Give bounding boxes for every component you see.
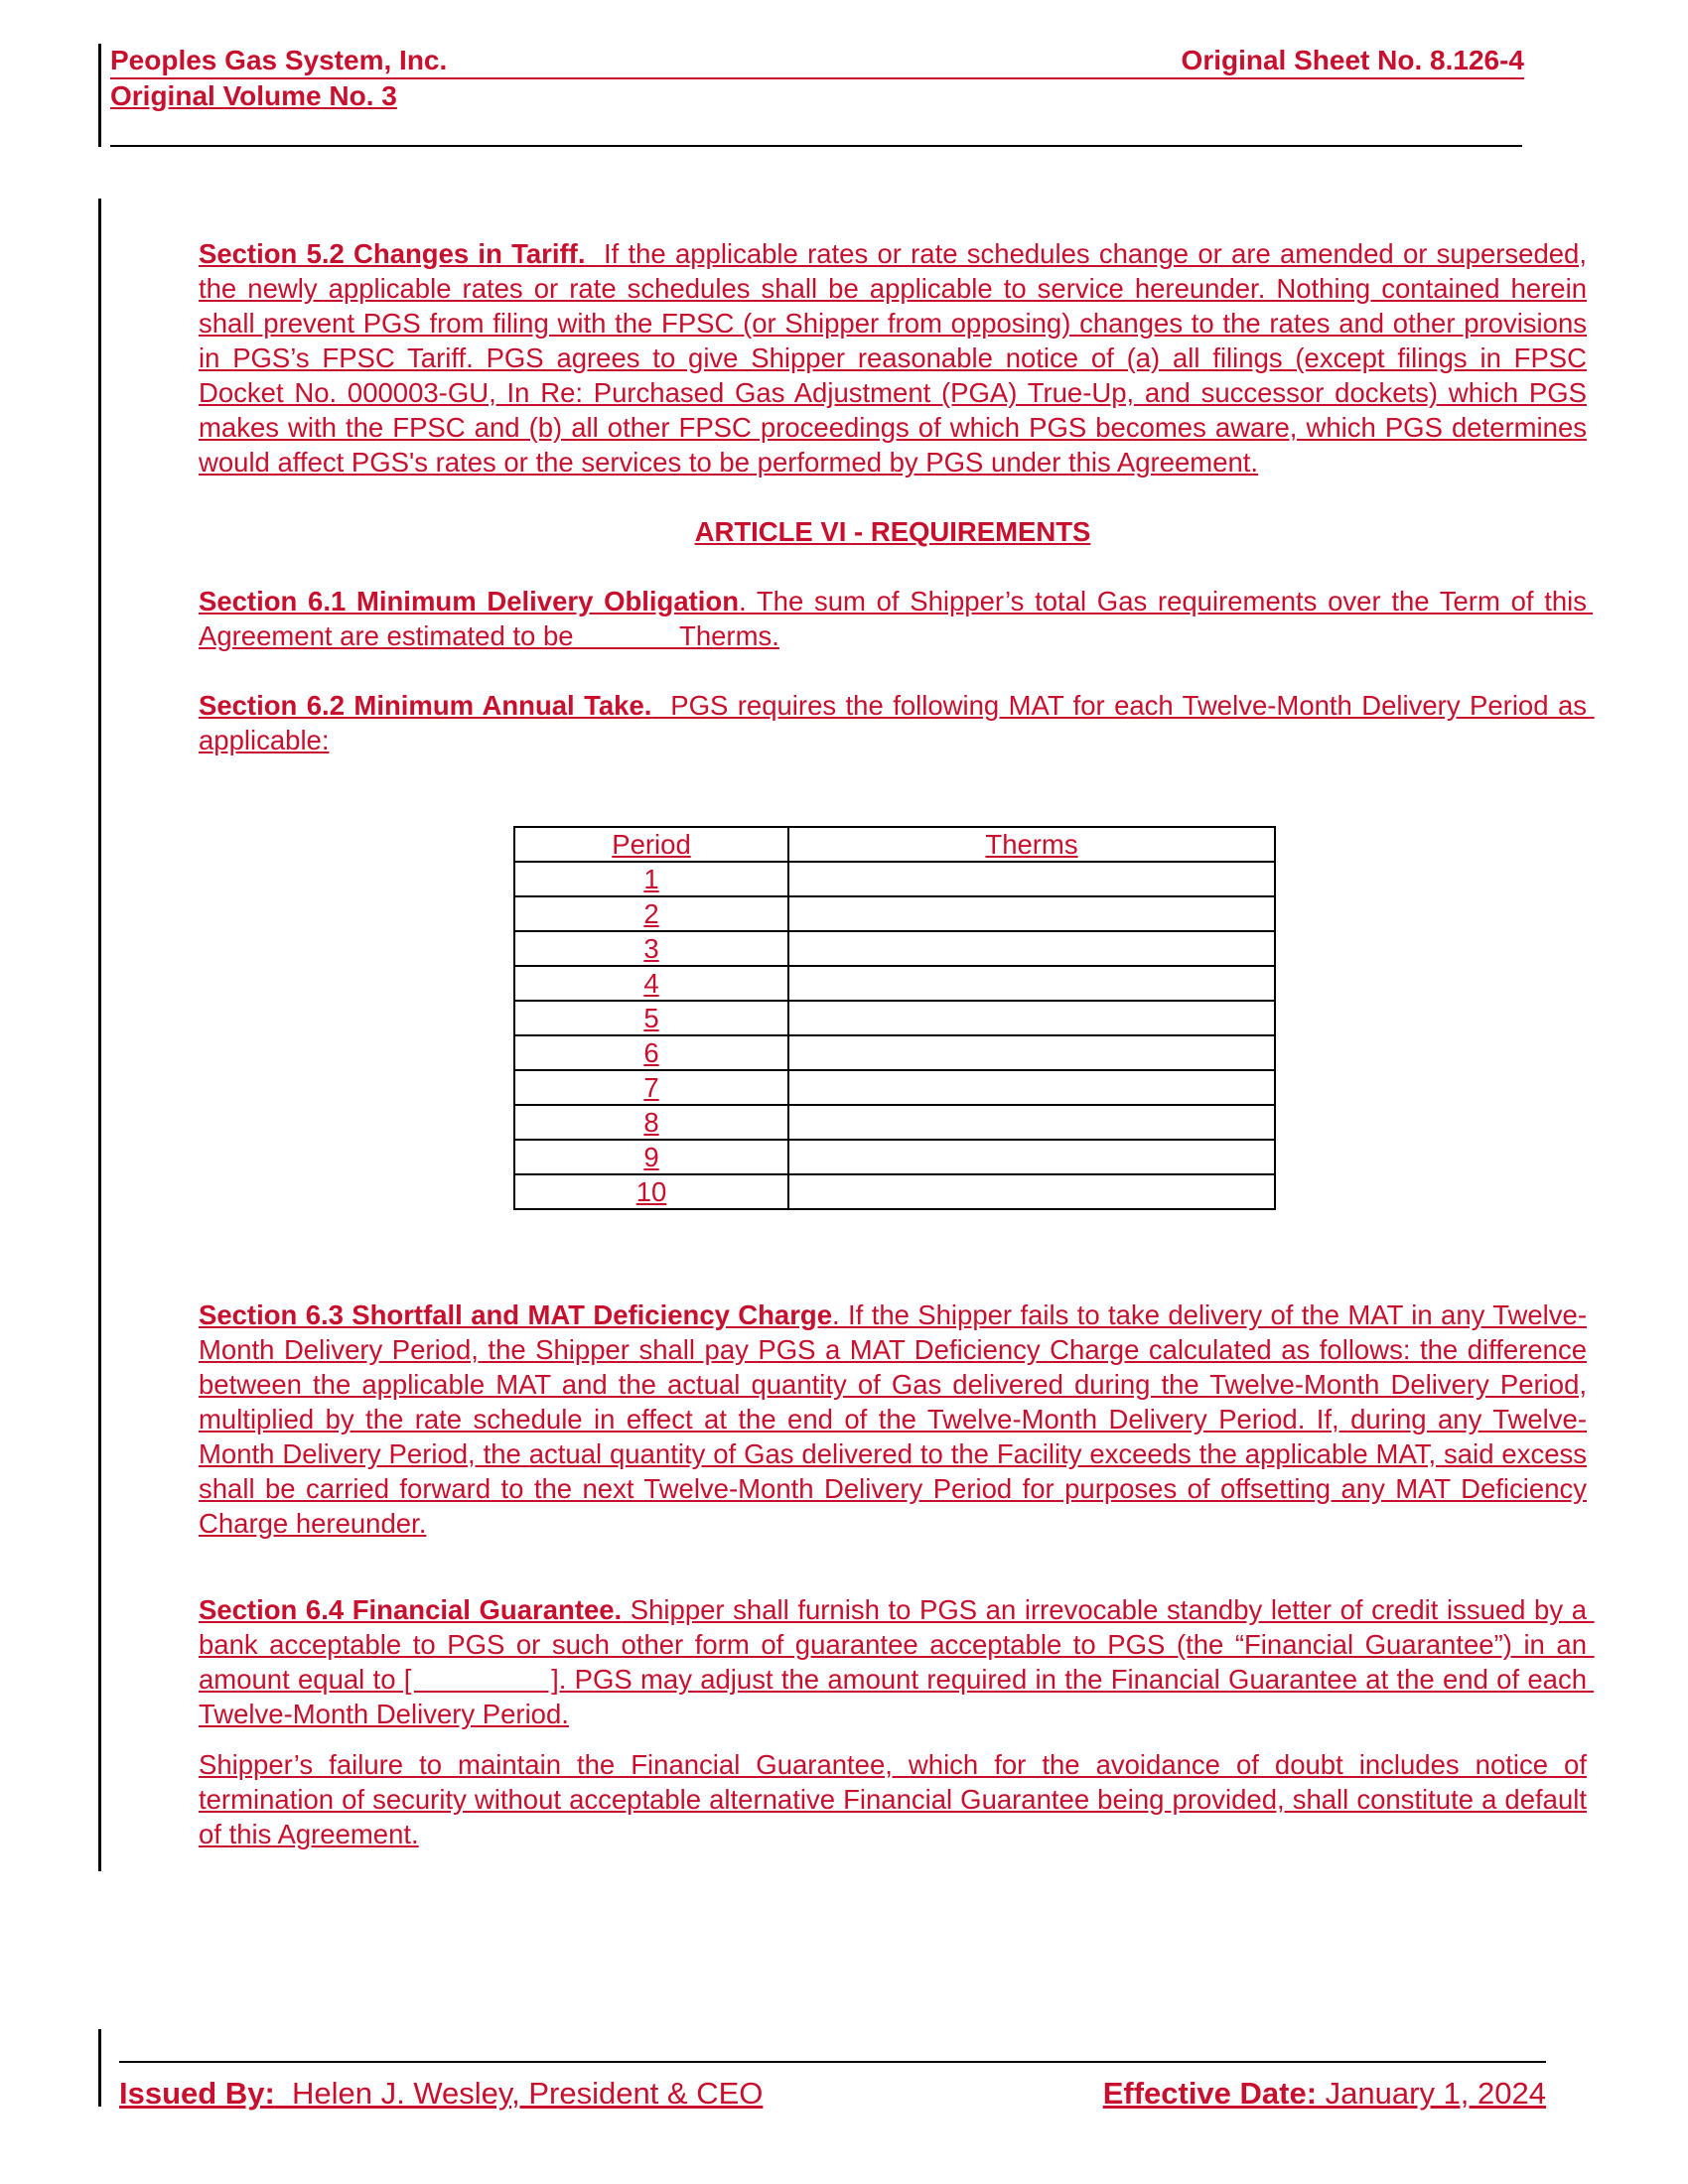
section-6-3-title: Section 6.3 Shortfall and MAT Deficiency Charge: [199, 1299, 833, 1330]
table-row: [514, 1174, 1275, 1209]
margin-bar-footer: [98, 2029, 101, 2107]
table-row: [514, 1105, 1275, 1140]
therms-cell[interactable]: [788, 931, 1275, 966]
section-5-2: [199, 236, 1587, 479]
period-cell: 4: [514, 966, 788, 1001]
table-row: [514, 1140, 1275, 1174]
document-body-lower: [199, 1297, 1595, 1851]
period-cell: 7: [514, 1070, 788, 1105]
document-body: [199, 236, 1595, 757]
therms-cell[interactable]: [788, 1035, 1275, 1070]
page-header: [110, 44, 1524, 113]
section-6-3-text: . If the Shipper fails to take delivery of the MAT in any Twelve-Month Delivery Period, the Shipper shall pay PGS a MAT Deficiency Charge calculated as follows: the difference between the applicable MAT and the actual quantity of Gas delivered during the Twelve-Month Delivery Period, multiplied by the rate schedule in effect at the end of the Twelve-Month Delivery Period. If, during any Twelve-Month Delivery Period, the actual quantity of Gas delivered to the Facility exceeds the applicable MAT, said excess shall be carried forward to the next Twelve-Month Delivery Period for purposes of offsetting any MAT Deficiency Charge hereunder.: [199, 1299, 1587, 1539]
period-cell: 6: [514, 1035, 788, 1070]
table-row: [514, 931, 1275, 966]
volume-number: Original Volume No. 3: [110, 80, 397, 111]
table-row: [514, 862, 1275, 896]
mat-table: [513, 826, 1276, 1210]
therms-header: Therms: [788, 827, 1275, 862]
effective-date-value: January 1, 2024: [1317, 2076, 1546, 2111]
issued-by-value: Helen J. Wesley, President & CEO: [274, 2076, 764, 2111]
issued-by-label: Issued By:: [119, 2076, 275, 2111]
period-cell: 3: [514, 931, 788, 966]
section-6-1-title: Section 6.1 Minimum Delivery Obligation: [199, 586, 740, 616]
section-6-2-text: PGS requires the following MAT for each Twelve-Month Delivery Period as applicable:: [199, 690, 1595, 755]
effective-date-label: Effective Date:: [1102, 2076, 1318, 2111]
therms-cell[interactable]: [788, 1140, 1275, 1174]
header-row: [110, 44, 1524, 79]
section-6-4: [199, 1592, 1595, 1731]
issued-by: [119, 2075, 763, 2113]
therms-cell[interactable]: [788, 966, 1275, 1001]
period-cell: 5: [514, 1001, 788, 1035]
table-row: [514, 1070, 1275, 1105]
table-row: [514, 1001, 1275, 1035]
therms-cell[interactable]: [788, 1001, 1275, 1035]
section-6-2-title: Section 6.2 Minimum Annual Take.: [199, 690, 652, 721]
therms-cell[interactable]: [788, 896, 1275, 931]
period-cell: 1: [514, 862, 788, 896]
period-header: Period: [514, 827, 788, 862]
effective-date: [1103, 2075, 1546, 2113]
section-6-4-title: Section 6.4 Financial Guarantee.: [199, 1594, 623, 1625]
table-row: [514, 966, 1275, 1001]
sheet-number: Original Sheet No. 8.126-4: [1181, 45, 1524, 75]
period-cell: 8: [514, 1105, 788, 1140]
therms-cell[interactable]: [788, 1070, 1275, 1105]
margin-bar-body: [98, 199, 101, 1871]
page-footer: [119, 2061, 1546, 2113]
margin-bar-header: [98, 44, 101, 147]
volume-line: [110, 79, 1524, 113]
table-row: [514, 896, 1275, 931]
article-heading: ARTICLE VI - REQUIREMENTS: [694, 516, 1091, 547]
therms-cell[interactable]: [788, 1105, 1275, 1140]
section-6-2: [199, 688, 1595, 757]
company-name: Peoples Gas System, Inc.: [110, 45, 448, 75]
section-5-2-text: If the applicable rates or rate schedules change or are amended or superseded, the newly applicable rates or rate schedules shall be applicable to service hereunder. Nothing contained herein shall prevent PGS from filing with the FPSC (or Shipper from opposing) changes to the rates and other provisions in PGS’s FPSC Tariff. PGS agrees to give Shipper reasonable notice of (a) all filings (except filings in FPSC Docket No. 000003-GU, In Re: Purchased Gas Adjustment (PGA) True-Up, and successor dockets) which PGS makes with the FPSC and (b) all other FPSC proceedings of which PGS becomes aware, which PGS determines would affect PGS's rates or the services to be performed by PGS under this Agreement.: [199, 238, 1587, 478]
section-6-4-text: Shipper shall furnish to PGS an irrevocable standby letter of credit issued by a bank acceptable to PGS or such other form of guarantee acceptable to PGS (the “Financial Guarantee”) in an amount equal to [ ]. PGS may adjust the amount required in the Financial Guarantee at the end of each Twelve-Month Delivery Period.: [199, 1594, 1595, 1729]
section-6-1-text: . The sum of Shipper’s total Gas requirements over the Term of this Agreement are estimated to be Therms.: [199, 586, 1594, 651]
table-row: [514, 1035, 1275, 1070]
table-header-row: [514, 827, 1275, 862]
section-6-1: [199, 584, 1594, 653]
footer-row: [119, 2075, 1546, 2113]
period-cell: 2: [514, 896, 788, 931]
therms-cell[interactable]: [788, 1174, 1275, 1209]
section-6-3: [199, 1297, 1587, 1541]
period-cell: 10: [514, 1174, 788, 1209]
section-6-4-paragraph-2: Shipper’s failure to maintain the Financial Guarantee, which for the avoidance of doubt includes notice of termination of security without acceptable alternative Financial Guarantee being provided, shall constitute a default of this Agreement.: [199, 1749, 1587, 1849]
section-5-2-title: Section 5.2 Changes in Tariff.: [199, 238, 586, 269]
period-cell: 9: [514, 1140, 788, 1174]
therms-cell[interactable]: [788, 862, 1275, 896]
header-rule: [110, 145, 1522, 147]
